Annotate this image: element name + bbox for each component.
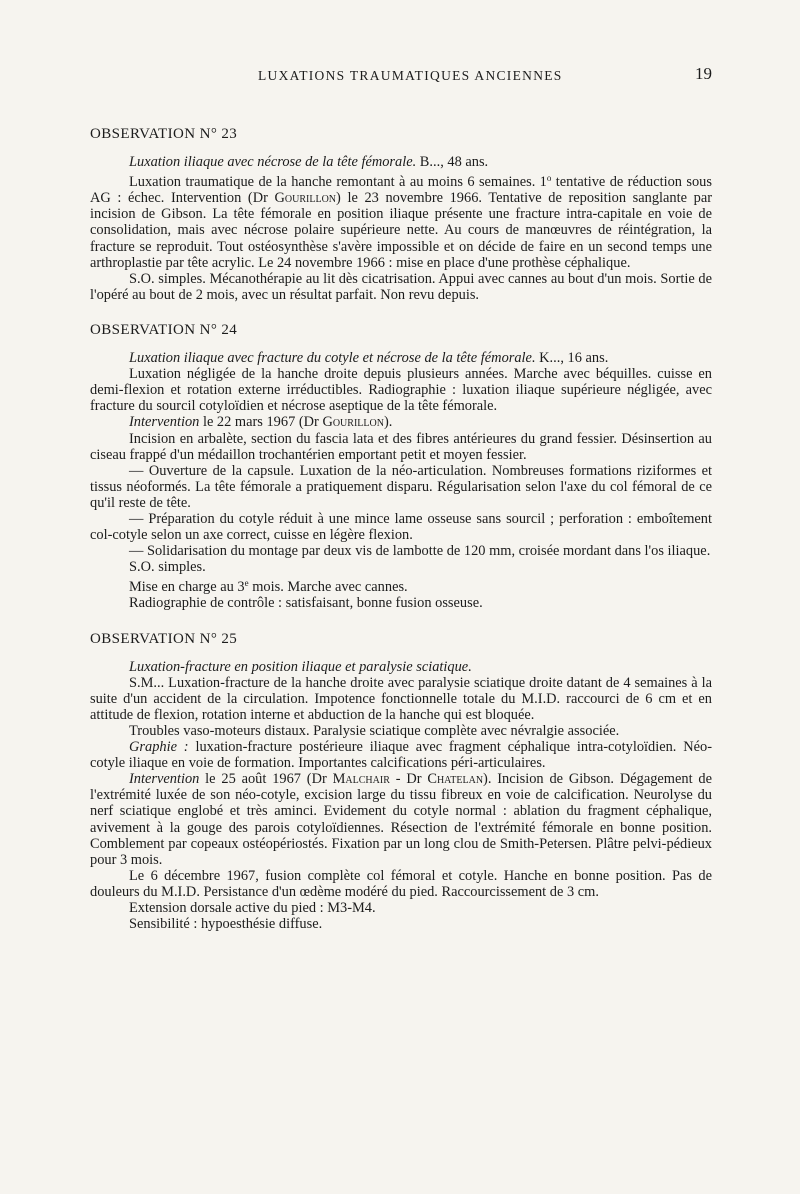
paragraph: Intervention le 25 août 1967 (Dr Malchair - Dr Chatelan). Incision de Gibson. Dégagement de l'extrémité luxée de son néo-cotyle, excision large du tissu fibreux en voie de calcification. Neurolyse du nerf sciatique englobé et très aminci. Evidement du cotyle normal : ablation du fragment céphalique, avivement à la gouge des parois cotyloïdiennes. Résection de l'extrémité fémorale en bonne position. Comblement par copeaux ostéopériostés. Fixation par un long clou de Smith-Petersen. Plâtre pelvi-pédieux pour 3 mois. (90, 771, 712, 868)
paragraph: S.O. simples. (129, 559, 206, 576)
paragraph: Sensibilité : hypoesthésie diffuse. (129, 916, 323, 933)
paragraph: Radiographie de contrôle : satisfaisant, bonne fusion osseuse. (129, 595, 483, 612)
paragraph: Graphie : luxation-fracture postérieure iliaque avec fragment céphalique intra-cotyloïdien. Néo-cotyle iliaque en voie de formation. Importantes calcifications péri-articulaires. (90, 739, 712, 772)
observation-heading: OBSERVATION N° 24 (90, 321, 238, 338)
page-number: 19 (695, 64, 712, 83)
observation-24 (90, 322, 712, 612)
running-head: LUXATIONS TRAUMATIQUES ANCIENNES (258, 68, 563, 83)
paragraph: S.O. simples. Mécanothérapie au lit dès cicatrisation. Appui avec cannes au bout d'un mois. Sortie de l'opéré au bout de 2 mois, avec un résultat parfait. Non revu depuis. (90, 270, 712, 303)
paragraph: Luxation traumatique de la hanche remontant à au moins 6 semaines. 1$^o$ tentative de réduction sous AG : échec. Intervention (Dr Gourillon) le 23 novembre 1966. Tentative de reposition sanglante par incision de Gibson. La tête fémorale en position iliaque présente une fracture intra-capitale en voie de consolidation, mais avec nécrose polaire supérieure nette. Au cours de manœuvres de réintégration, la fracture se reproduit. Tout ostéosynthèse s'avère impossible et on décide de faire en un second temps une arthroplastie par tête acrylic. Le 24 novembre 1966 : mise en place d'une prothèse céphalique. (90, 173, 713, 271)
paragraph: Luxation négligée de la hanche droite depuis plusieurs années. Marche avec béquilles. cuisse en demi-flexion et rotation externe irréductibles. Radiographie : luxation iliaque supérieure négligée, avec fracture du sourcil cotyloïdien et nécrose aseptique de la tête fémorale. (90, 366, 712, 415)
observation-heading: OBSERVATION N° 25 (90, 630, 238, 647)
paragraph: Mise en charge au 3e mois. Marche avec cannes. (129, 578, 408, 596)
observation-subtitle: Luxation iliaque avec fracture du cotyle et nécrose de la tête fémorale. K..., 16 ans. (129, 350, 609, 367)
paragraph: — Préparation du cotyle réduit à une mince lame osseuse sans sourcil ; perforation : emboîtement col-cotyle selon un axe correct, cuisse en légère flexion. (90, 510, 712, 544)
paragraph: S.M... Luxation-fracture de la hanche droite avec paralysie sciatique droite datant de 4 semaines à la suite d'un accident de la circulation. Impotence fonctionnelle totale du M.I.D. raccourci de 6 cm et en attitude de flexion, rotation interne et abduction de la hanche qui est bloquée. (90, 674, 712, 723)
paragraph: Intervention le 22 mars 1967 (Dr Gourillon). (129, 414, 393, 431)
observation-subtitle: Luxation-fracture en position iliaque et paralysie sciatique. (129, 658, 472, 675)
paragraph: — Solidarisation du montage par deux vis de lambotte de 120 mm, croisée mordant dans l'os iliaque. (129, 543, 711, 560)
observation-25 (90, 631, 712, 933)
paragraph: — Ouverture de la capsule. Luxation de la néo-articulation. Nombreuses formations riziformes et tissus néoformés. La tête fémorale a pratiquement disparu. Régularisation selon l'axe du col fémoral de ce qu'il reste de tête. (90, 462, 712, 511)
page-header (90, 64, 712, 88)
paragraph: Le 6 décembre 1967, fusion complète col fémoral et cotyle. Hanche en bonne position. Pas de douleurs du M.I.D. Persistance d'un œdème modéré du pied. Raccourcissement de 3 cm. (90, 867, 712, 900)
page-body (90, 126, 712, 951)
observation-heading: OBSERVATION N° 23 (90, 126, 238, 142)
observation-23 (90, 126, 712, 303)
paragraph: Extension dorsale active du pied : M3-M4. (129, 900, 376, 917)
paragraph: Troubles vaso-moteurs distaux. Paralysie sciatique complète avec névralgie associée. (129, 723, 620, 739)
paragraph: Incision en arbalète, section du fascia lata et des fibres antérieures du grand fessier. Désinsertion au ciseau frappé d'un médaillon trochantérien emportant petit et moyen fessier. (90, 430, 712, 463)
observation-subtitle: Luxation iliaque avec nécrose de la tête fémorale. B..., 48 ans. (129, 154, 489, 171)
